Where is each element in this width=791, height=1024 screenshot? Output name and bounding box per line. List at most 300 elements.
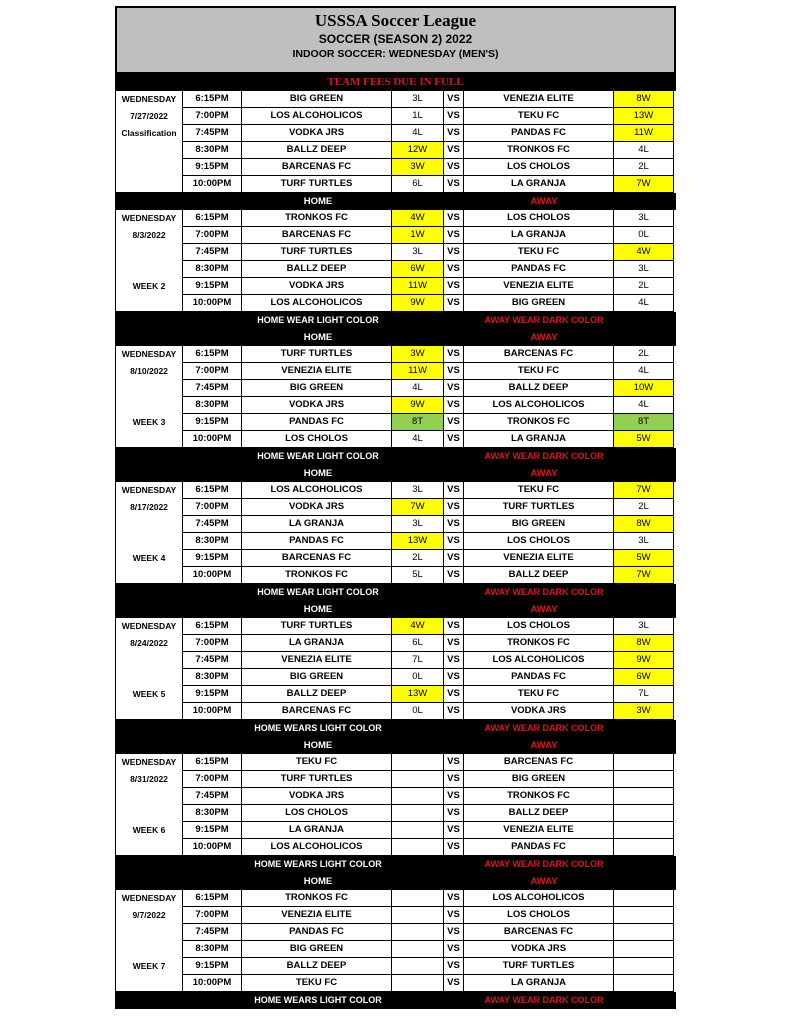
week-label: WEDNESDAY <box>115 754 183 771</box>
game-time: 7:45PM <box>183 652 242 669</box>
game-row <box>115 295 676 312</box>
game-time: 10:00PM <box>183 839 242 856</box>
vs-label: VS <box>444 142 464 159</box>
home-team: LOS ALCOHOLICOS <box>242 482 392 499</box>
home-score: 3W <box>392 346 444 363</box>
away-team: BIG GREEN <box>464 516 614 533</box>
home-team: TURF TURTLES <box>242 771 392 788</box>
home-team: TRONKOS FC <box>242 567 392 584</box>
game-time: 9:15PM <box>183 278 242 295</box>
vs-label: VS <box>444 91 464 108</box>
home-team: LA GRANJA <box>242 635 392 652</box>
away-team: LOS CHOLOS <box>464 210 614 227</box>
game-time: 10:00PM <box>183 431 242 448</box>
home-uniform-note: HOME WEARS LIGHT COLOR <box>254 859 382 869</box>
game-row <box>115 890 676 907</box>
home-team: BARCENAS FC <box>242 703 392 720</box>
week-block <box>115 482 676 584</box>
home-team: TEKU FC <box>242 975 392 992</box>
game-time: 10:00PM <box>183 176 242 193</box>
away-team: LOS ALCOHOLICOS <box>464 890 614 907</box>
home-team: VODKA JRS <box>242 788 392 805</box>
vs-label: VS <box>444 703 464 720</box>
home-score: 3L <box>392 516 444 533</box>
vs-label: VS <box>444 108 464 125</box>
home-score: 11W <box>392 278 444 295</box>
home-team: BALLZ DEEP <box>242 142 392 159</box>
home-team: PANDAS FC <box>242 533 392 550</box>
away-team: TRONKOS FC <box>464 788 614 805</box>
home-column-label: HOME <box>303 196 333 207</box>
week-label: 8/17/2022 <box>115 499 183 516</box>
away-score: 8W <box>614 91 674 108</box>
uniform-color-bar <box>115 856 676 873</box>
week-block <box>115 346 676 448</box>
home-uniform-note: HOME WEARS LIGHT COLOR <box>254 995 382 1005</box>
away-team: TEKU FC <box>464 108 614 125</box>
away-team: LA GRANJA <box>464 975 614 992</box>
away-score: 13W <box>614 108 674 125</box>
home-score: 4W <box>392 618 444 635</box>
away-score: 0L <box>614 227 674 244</box>
game-row <box>115 924 676 941</box>
away-team: TEKU FC <box>464 482 614 499</box>
home-team: BARCENAS FC <box>242 227 392 244</box>
home-column-label: HOME <box>303 332 333 343</box>
week-label <box>115 924 183 941</box>
game-row <box>115 975 676 992</box>
game-row <box>115 635 676 652</box>
game-row <box>115 516 676 533</box>
vs-label: VS <box>444 822 464 839</box>
game-time: 6:15PM <box>183 346 242 363</box>
game-row <box>115 907 676 924</box>
home-team: LOS ALCOHOLICOS <box>242 108 392 125</box>
game-time: 7:45PM <box>183 516 242 533</box>
away-score: 4W <box>614 244 674 261</box>
home-score: 1W <box>392 227 444 244</box>
game-row <box>115 839 676 856</box>
week-label <box>115 652 183 669</box>
vs-label: VS <box>444 176 464 193</box>
away-team: BARCENAS FC <box>464 346 614 363</box>
away-team: VENEZIA ELITE <box>464 91 614 108</box>
away-score <box>614 941 674 958</box>
game-time: 6:15PM <box>183 91 242 108</box>
away-score: 4L <box>614 363 674 380</box>
game-time: 7:00PM <box>183 227 242 244</box>
game-time: 7:00PM <box>183 108 242 125</box>
away-team: BALLZ DEEP <box>464 567 614 584</box>
home-score <box>392 822 444 839</box>
week-label <box>115 244 183 261</box>
away-score: 3L <box>614 261 674 278</box>
away-column-label: AWAY <box>530 196 558 207</box>
away-team: LA GRANJA <box>464 176 614 193</box>
home-column-label: HOME <box>303 468 333 479</box>
home-score <box>392 839 444 856</box>
game-row <box>115 108 676 125</box>
game-row <box>115 941 676 958</box>
game-time: 6:15PM <box>183 210 242 227</box>
home-score: 3L <box>392 244 444 261</box>
home-team: BALLZ DEEP <box>242 261 392 278</box>
away-team: LOS CHOLOS <box>464 159 614 176</box>
home-score <box>392 805 444 822</box>
home-away-header <box>115 601 676 618</box>
week-label: WEDNESDAY <box>115 890 183 907</box>
home-score: 6L <box>392 176 444 193</box>
home-score: 4L <box>392 125 444 142</box>
week-label <box>115 941 183 958</box>
game-time: 8:30PM <box>183 142 242 159</box>
vs-label: VS <box>444 907 464 924</box>
home-team: PANDAS FC <box>242 414 392 431</box>
game-time: 7:45PM <box>183 380 242 397</box>
uniform-color-bar <box>115 992 676 1009</box>
week-label: 8/3/2022 <box>115 227 183 244</box>
home-team: VENEZIA ELITE <box>242 363 392 380</box>
away-uniform-note: AWAY WEAR DARK COLOR <box>484 723 604 733</box>
away-score <box>614 822 674 839</box>
week-block <box>115 754 676 856</box>
away-team: LA GRANJA <box>464 227 614 244</box>
home-score: 12W <box>392 142 444 159</box>
away-score: 4L <box>614 142 674 159</box>
vs-label: VS <box>444 414 464 431</box>
game-row <box>115 159 676 176</box>
home-score: 2L <box>392 550 444 567</box>
game-row <box>115 176 676 193</box>
away-team: VENEZIA ELITE <box>464 822 614 839</box>
away-team: BALLZ DEEP <box>464 380 614 397</box>
vs-label: VS <box>444 958 464 975</box>
vs-label: VS <box>444 516 464 533</box>
home-team: TURF TURTLES <box>242 618 392 635</box>
away-score <box>614 924 674 941</box>
week-label: 8/31/2022 <box>115 771 183 788</box>
away-team: BIG GREEN <box>464 771 614 788</box>
league-title: USSSA Soccer League <box>314 11 477 30</box>
away-score <box>614 754 674 771</box>
home-team: VODKA JRS <box>242 499 392 516</box>
vs-label: VS <box>444 363 464 380</box>
vs-label: VS <box>444 890 464 907</box>
home-score: 3W <box>392 159 444 176</box>
away-column-label: AWAY <box>530 468 558 479</box>
home-score: 3L <box>392 482 444 499</box>
week-label: WEDNESDAY <box>115 210 183 227</box>
away-team: BALLZ DEEP <box>464 805 614 822</box>
game-time: 8:30PM <box>183 261 242 278</box>
game-row <box>115 771 676 788</box>
home-score: 8T <box>392 414 444 431</box>
game-time: 8:30PM <box>183 669 242 686</box>
week-block <box>115 210 676 312</box>
away-score: 7W <box>614 567 674 584</box>
away-team: PANDAS FC <box>464 125 614 142</box>
away-team: BARCENAS FC <box>464 754 614 771</box>
home-team: TURF TURTLES <box>242 244 392 261</box>
week-label: 9/7/2022 <box>115 907 183 924</box>
week-label: WEEK 6 <box>115 822 183 839</box>
away-team: BIG GREEN <box>464 295 614 312</box>
home-team: VODKA JRS <box>242 125 392 142</box>
game-time: 9:15PM <box>183 822 242 839</box>
home-score <box>392 771 444 788</box>
week-label: Classification <box>115 125 183 142</box>
home-score: 6W <box>392 261 444 278</box>
game-time: 9:15PM <box>183 159 242 176</box>
home-score <box>392 907 444 924</box>
game-row <box>115 397 676 414</box>
away-team: TRONKOS FC <box>464 142 614 159</box>
game-time: 10:00PM <box>183 567 242 584</box>
vs-label: VS <box>444 805 464 822</box>
week-label <box>115 533 183 550</box>
game-time: 6:15PM <box>183 890 242 907</box>
week-label: WEDNESDAY <box>115 346 183 363</box>
away-team: TRONKOS FC <box>464 414 614 431</box>
away-score: 2L <box>614 159 674 176</box>
home-score: 0L <box>392 669 444 686</box>
away-team: TEKU FC <box>464 686 614 703</box>
away-team: BARCENAS FC <box>464 924 614 941</box>
week-label <box>115 431 183 448</box>
week-label: 8/10/2022 <box>115 363 183 380</box>
home-uniform-note: HOME WEAR LIGHT COLOR <box>257 451 379 461</box>
vs-label: VS <box>444 941 464 958</box>
game-time: 9:15PM <box>183 414 242 431</box>
away-score <box>614 975 674 992</box>
week-label: WEDNESDAY <box>115 91 183 108</box>
away-score: 3L <box>614 210 674 227</box>
week-label: 8/24/2022 <box>115 635 183 652</box>
game-row <box>115 703 676 720</box>
away-score <box>614 907 674 924</box>
vs-label: VS <box>444 618 464 635</box>
home-score <box>392 788 444 805</box>
vs-label: VS <box>444 278 464 295</box>
game-row <box>115 567 676 584</box>
week-label: WEEK 2 <box>115 278 183 295</box>
game-time: 8:30PM <box>183 805 242 822</box>
away-score <box>614 890 674 907</box>
week-label <box>115 261 183 278</box>
week-label <box>115 380 183 397</box>
game-row <box>115 363 676 380</box>
game-row <box>115 669 676 686</box>
uniform-color-bar <box>115 584 676 601</box>
week-label <box>115 516 183 533</box>
home-score: 7W <box>392 499 444 516</box>
vs-label: VS <box>444 210 464 227</box>
away-team: LOS ALCOHOLICOS <box>464 397 614 414</box>
home-team: LA GRANJA <box>242 516 392 533</box>
week-label: WEDNESDAY <box>115 482 183 499</box>
home-score <box>392 754 444 771</box>
home-score <box>392 890 444 907</box>
away-score: 3L <box>614 618 674 635</box>
vs-label: VS <box>444 346 464 363</box>
vs-label: VS <box>444 261 464 278</box>
game-row <box>115 754 676 771</box>
week-label <box>115 567 183 584</box>
away-score: 3W <box>614 703 674 720</box>
schedule-sheet <box>115 6 676 1009</box>
away-column-label: AWAY <box>530 604 558 615</box>
away-uniform-note: AWAY WEAR DARK COLOR <box>484 587 604 597</box>
home-team: TRONKOS FC <box>242 210 392 227</box>
week-label <box>115 159 183 176</box>
home-score <box>392 975 444 992</box>
game-row <box>115 618 676 635</box>
home-team: LOS ALCOHOLICOS <box>242 839 392 856</box>
away-score: 8T <box>614 414 674 431</box>
game-row <box>115 210 676 227</box>
home-column-label: HOME <box>303 876 333 887</box>
home-score: 1L <box>392 108 444 125</box>
home-team: VENEZIA ELITE <box>242 907 392 924</box>
away-score: 6W <box>614 669 674 686</box>
home-team: VENEZIA ELITE <box>242 652 392 669</box>
vs-label: VS <box>444 754 464 771</box>
home-away-header <box>115 737 676 754</box>
away-team: VENEZIA ELITE <box>464 278 614 295</box>
game-row <box>115 380 676 397</box>
home-uniform-note: HOME WEAR LIGHT COLOR <box>257 587 379 597</box>
home-away-header <box>115 465 676 482</box>
home-team: VODKA JRS <box>242 397 392 414</box>
week-label <box>115 839 183 856</box>
week-label <box>115 397 183 414</box>
game-time: 6:15PM <box>183 482 242 499</box>
away-team: LA GRANJA <box>464 431 614 448</box>
home-column-label: HOME <box>303 604 333 615</box>
away-team: TEKU FC <box>464 244 614 261</box>
home-score: 5L <box>392 567 444 584</box>
away-team: TURF TURTLES <box>464 958 614 975</box>
away-team: PANDAS FC <box>464 261 614 278</box>
uniform-color-bar <box>115 448 676 465</box>
week-label: WEDNESDAY <box>115 618 183 635</box>
vs-label: VS <box>444 924 464 941</box>
away-team: LOS ALCOHOLICOS <box>464 652 614 669</box>
home-team: BALLZ DEEP <box>242 686 392 703</box>
week-label <box>115 142 183 159</box>
vs-label: VS <box>444 652 464 669</box>
away-uniform-note: AWAY WEAR DARK COLOR <box>484 995 604 1005</box>
home-score: 0L <box>392 703 444 720</box>
game-time: 6:15PM <box>183 618 242 635</box>
week-label <box>115 176 183 193</box>
vs-label: VS <box>444 159 464 176</box>
home-away-header <box>115 329 676 346</box>
uniform-color-bar <box>115 720 676 737</box>
weeks-container <box>115 91 676 1009</box>
vs-label: VS <box>444 397 464 414</box>
away-score: 4L <box>614 295 674 312</box>
home-team: BARCENAS FC <box>242 550 392 567</box>
vs-label: VS <box>444 839 464 856</box>
game-row <box>115 278 676 295</box>
away-score: 7W <box>614 482 674 499</box>
away-column-label: AWAY <box>530 876 558 887</box>
week-block <box>115 890 676 992</box>
home-score: 9W <box>392 397 444 414</box>
away-team: VENEZIA ELITE <box>464 550 614 567</box>
away-team: TEKU FC <box>464 363 614 380</box>
uniform-color-bar <box>115 312 676 329</box>
home-column-label: HOME <box>303 740 333 751</box>
game-row <box>115 414 676 431</box>
week-label <box>115 788 183 805</box>
vs-label: VS <box>444 686 464 703</box>
game-time: 9:15PM <box>183 958 242 975</box>
game-row <box>115 91 676 108</box>
away-team: VODKA JRS <box>464 941 614 958</box>
away-team: TURF TURTLES <box>464 499 614 516</box>
vs-label: VS <box>444 244 464 261</box>
away-team: LOS CHOLOS <box>464 533 614 550</box>
game-time: 6:15PM <box>183 754 242 771</box>
game-time: 7:45PM <box>183 788 242 805</box>
game-row <box>115 788 676 805</box>
home-team: BIG GREEN <box>242 380 392 397</box>
week-block <box>115 91 676 193</box>
game-time: 7:00PM <box>183 907 242 924</box>
home-score: 3L <box>392 91 444 108</box>
home-team: PANDAS FC <box>242 924 392 941</box>
game-time: 8:30PM <box>183 397 242 414</box>
game-time: 9:15PM <box>183 550 242 567</box>
vs-label: VS <box>444 550 464 567</box>
home-score: 7L <box>392 652 444 669</box>
game-row <box>115 431 676 448</box>
home-team: TRONKOS FC <box>242 890 392 907</box>
home-score <box>392 941 444 958</box>
game-time: 7:00PM <box>183 363 242 380</box>
home-team: BIG GREEN <box>242 91 392 108</box>
game-row <box>115 822 676 839</box>
away-score: 5W <box>614 550 674 567</box>
away-uniform-note: AWAY WEAR DARK COLOR <box>484 315 604 325</box>
home-team: VODKA JRS <box>242 278 392 295</box>
game-row <box>115 261 676 278</box>
home-team: TEKU FC <box>242 754 392 771</box>
game-row <box>115 652 676 669</box>
away-score: 4L <box>614 397 674 414</box>
week-label: WEEK 3 <box>115 414 183 431</box>
away-score: 7W <box>614 176 674 193</box>
vs-label: VS <box>444 635 464 652</box>
home-team: TURF TURTLES <box>242 176 392 193</box>
schedule-header <box>115 6 676 74</box>
vs-label: VS <box>444 669 464 686</box>
away-score: 8W <box>614 516 674 533</box>
game-row <box>115 686 676 703</box>
home-score: 4W <box>392 210 444 227</box>
game-row <box>115 346 676 363</box>
vs-label: VS <box>444 975 464 992</box>
home-score: 4L <box>392 431 444 448</box>
vs-label: VS <box>444 567 464 584</box>
away-uniform-note: AWAY WEAR DARK COLOR <box>484 859 604 869</box>
home-team: LOS ALCOHOLICOS <box>242 295 392 312</box>
week-label <box>115 703 183 720</box>
home-team: BIG GREEN <box>242 669 392 686</box>
home-team: BIG GREEN <box>242 941 392 958</box>
